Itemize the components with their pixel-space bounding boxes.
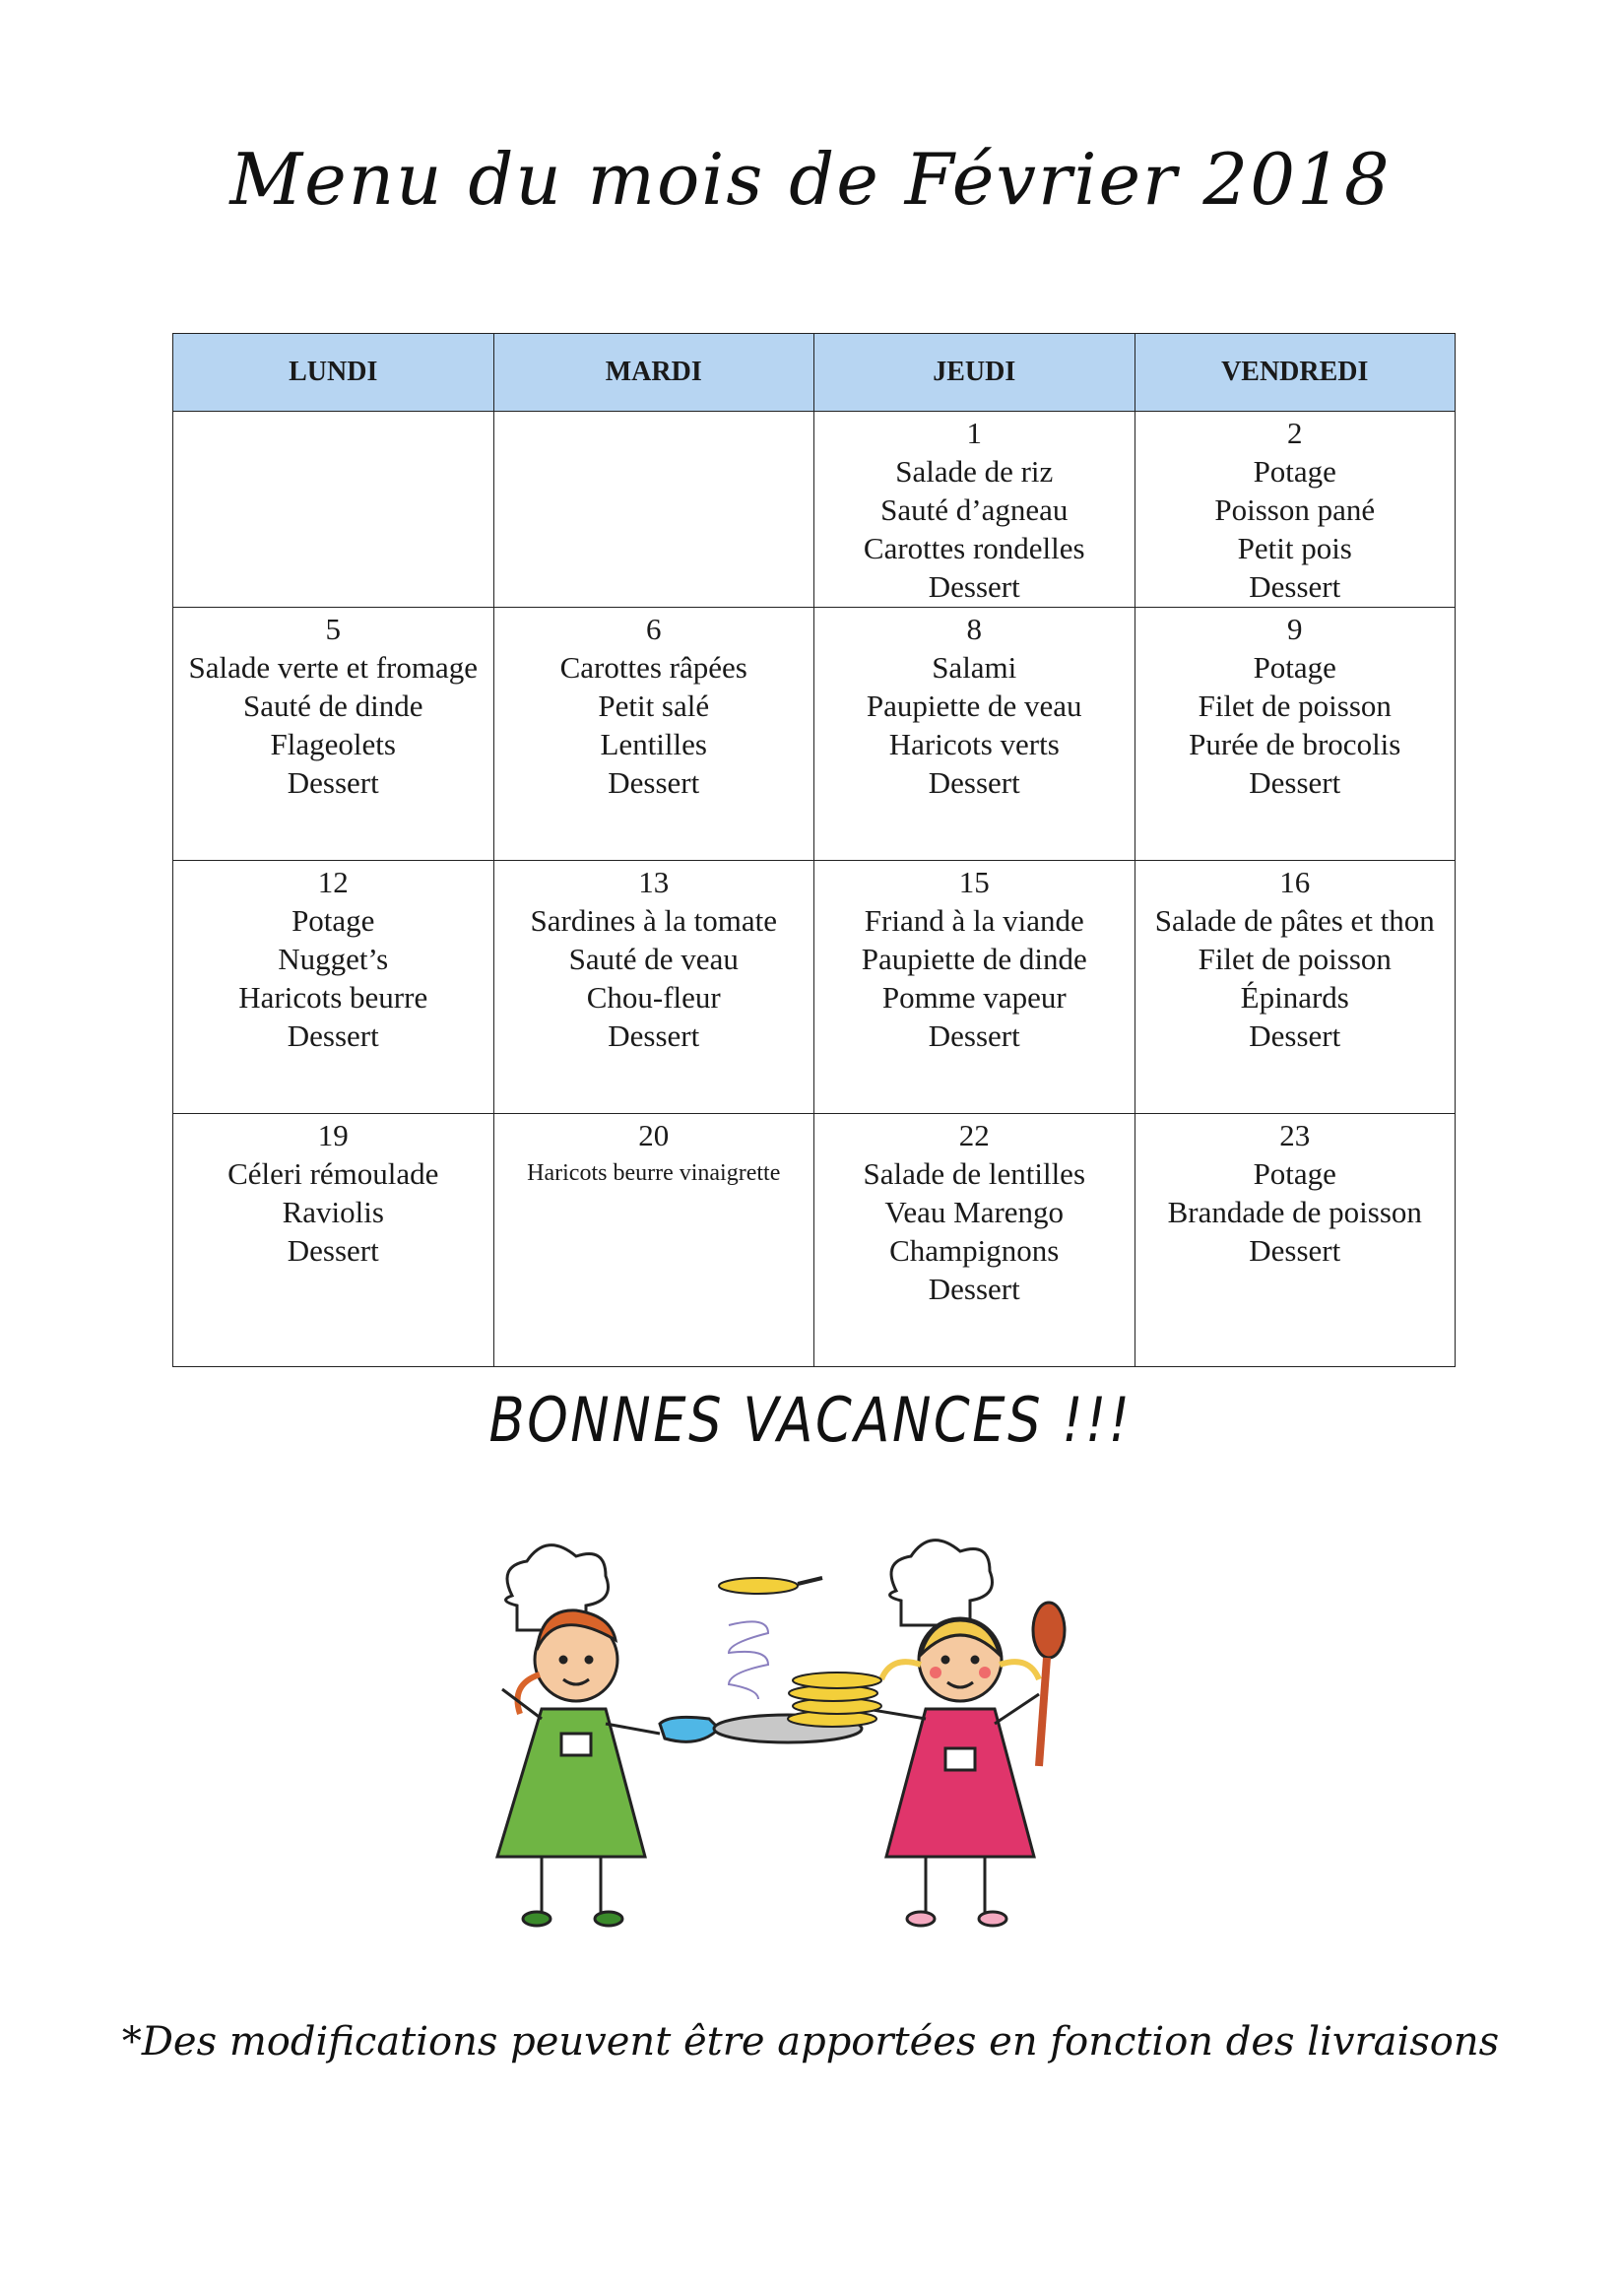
dish-line: Dessert — [1249, 765, 1341, 800]
dish-line: Dessert — [928, 1272, 1020, 1306]
dish-line: Purée de brocolis — [1189, 727, 1401, 761]
pancake-stack-icon — [788, 1673, 881, 1727]
dish-line: Sauté de dinde — [242, 689, 423, 723]
day-cell-jeudi — [814, 1114, 1135, 1367]
week-row — [173, 412, 1456, 608]
week-row — [173, 1114, 1456, 1367]
day-cell-vendredi — [1135, 608, 1456, 861]
dish-line: Haricots beurre vinaigrette — [527, 1160, 781, 1186]
dish-line: Lentilles — [600, 727, 707, 761]
dish-line: Dessert — [287, 1018, 379, 1053]
bonnes-vacances-text: BONNES VACANCES !!! — [488, 1384, 1133, 1456]
day-cell-mardi — [493, 861, 814, 1114]
day-number: 1 — [966, 416, 982, 450]
dish-line: Raviolis — [282, 1195, 384, 1229]
dish-line: Carottes râpées — [559, 650, 747, 685]
page-title: Menu du mois de Février 2018 — [229, 138, 1392, 221]
dish-line: Friand à la viande — [864, 903, 1084, 938]
dish-line: Filet de poisson — [1198, 689, 1392, 723]
day-cell-lundi — [173, 608, 494, 861]
column-header-lundi: LUNDI — [173, 334, 494, 412]
dish-line: Veau Marengo — [884, 1195, 1065, 1229]
day-cell-vendredi — [1135, 1114, 1456, 1367]
left-chef-figure — [497, 1545, 660, 1926]
dish-line: Filet de poisson — [1198, 942, 1392, 976]
day-cell-vendredi — [1135, 412, 1456, 608]
day-number: 22 — [958, 1118, 990, 1152]
dish-line: Paupiette de dinde — [861, 942, 1087, 976]
day-number: 20 — [638, 1118, 670, 1152]
dish-line: Potage — [292, 903, 375, 938]
dish-line: Chou-fleur — [586, 980, 721, 1015]
day-cell-mardi — [493, 412, 814, 608]
dish-line: Carottes rondelles — [863, 531, 1085, 565]
footnote: *Des modifications peuvent être apportées en fonction des livraisons — [121, 2019, 1500, 2065]
day-cell-mardi — [493, 1114, 814, 1367]
dish-line: Paupiette de veau — [866, 689, 1082, 723]
menu-table — [172, 333, 1456, 1367]
dish-line: Flageolets — [270, 727, 396, 761]
column-header-jeudi: JEUDI — [814, 334, 1135, 412]
day-number: 12 — [317, 865, 349, 899]
dish-line: Dessert — [608, 765, 700, 800]
dish-line: Dessert — [1249, 1018, 1341, 1053]
dish-line: Dessert — [928, 765, 1020, 800]
dish-line: Haricots beurre — [238, 980, 428, 1015]
dish-line: Salade de pâtes et thon — [1154, 903, 1435, 938]
dish-line: Dessert — [287, 1233, 379, 1268]
day-number: 2 — [1287, 416, 1303, 450]
week-row — [173, 861, 1456, 1114]
dish-line: Champignons — [889, 1233, 1060, 1268]
dish-line: Potage — [1253, 1156, 1336, 1191]
dish-line: Petit pois — [1237, 531, 1352, 565]
day-number: 19 — [317, 1118, 349, 1152]
dish-line: Poisson pané — [1214, 492, 1376, 527]
dish-line: Dessert — [1249, 569, 1341, 604]
day-number: 15 — [958, 865, 990, 899]
column-header-mardi: MARDI — [493, 334, 814, 412]
dish-line: Petit salé — [598, 689, 710, 723]
day-cell-lundi — [173, 861, 494, 1114]
dish-line: Épinards — [1240, 980, 1349, 1015]
day-cell-jeudi — [814, 412, 1135, 608]
dish-line: Céleri rémoulade — [227, 1156, 439, 1191]
chef-kids-pancakes-icon — [483, 1537, 1192, 1931]
dish-line: Sardines à la tomate — [530, 903, 777, 938]
menu-header-row — [173, 334, 1456, 412]
dish-line: Salami — [932, 650, 1017, 685]
dish-line: Sauté de veau — [568, 942, 739, 976]
dish-line: Salade de lentilles — [863, 1156, 1086, 1191]
dish-line: Dessert — [1249, 1233, 1341, 1268]
day-number: 5 — [325, 612, 341, 646]
day-cell-jeudi — [814, 861, 1135, 1114]
dish-line: Potage — [1253, 454, 1336, 489]
column-header-vendredi: VENDREDI — [1135, 334, 1456, 412]
wooden-spoon-icon — [1033, 1603, 1065, 1766]
week-row — [173, 608, 1456, 861]
dish-line: Haricots verts — [888, 727, 1060, 761]
day-cell-mardi — [493, 608, 814, 861]
dish-line: Nugget’s — [278, 942, 389, 976]
dish-line: Dessert — [287, 765, 379, 800]
day-cell-vendredi — [1135, 861, 1456, 1114]
dish-line: Potage — [1253, 650, 1336, 685]
day-number: 6 — [646, 612, 662, 646]
day-number: 8 — [966, 612, 982, 646]
dish-line: Salade verte et fromage — [188, 650, 478, 685]
dish-line: Sauté d’agneau — [880, 492, 1069, 527]
dish-line: Pomme vapeur — [881, 980, 1067, 1015]
day-number: 16 — [1279, 865, 1311, 899]
day-number: 13 — [638, 865, 670, 899]
day-cell-lundi — [173, 1114, 494, 1367]
day-cell-lundi — [173, 412, 494, 608]
dish-line: Dessert — [608, 1018, 700, 1053]
day-number: 23 — [1279, 1118, 1311, 1152]
dish-line: Dessert — [928, 1018, 1020, 1053]
day-cell-jeudi — [814, 608, 1135, 861]
right-chef-figure — [867, 1541, 1039, 1926]
dish-line: Dessert — [928, 569, 1020, 604]
day-number: 9 — [1287, 612, 1303, 646]
dish-line: Salade de riz — [895, 454, 1054, 489]
dish-line: Brandade de poisson — [1167, 1195, 1422, 1229]
